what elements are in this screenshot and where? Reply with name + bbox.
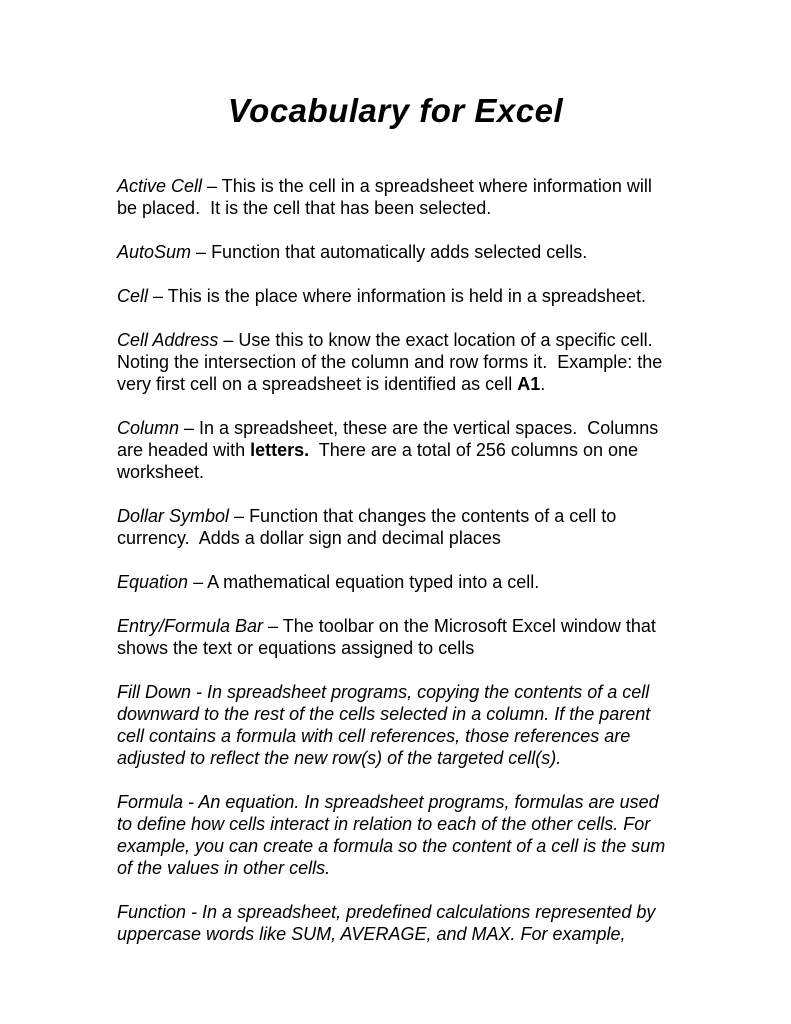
- definition-text: .: [540, 374, 546, 394]
- term-label: Formula: [117, 792, 184, 812]
- definition-active-cell: [117, 175, 673, 219]
- definition-formula: [117, 791, 673, 879]
- term-label: Fill Down: [117, 682, 192, 702]
- term-separator: –: [229, 506, 250, 526]
- definition-text: A mathematical equation typed into a cell.: [207, 572, 540, 592]
- definition-dollar-symbol: [117, 505, 673, 549]
- definition-cell: [117, 285, 673, 307]
- definition-text: An equation. In spreadsheet programs, formulas are used to define how cells interact in relation to each of the other cells. For example, you can create a formula so the content of a cell is the sum of the values in other cells.: [117, 792, 671, 878]
- term-separator: –: [218, 330, 239, 350]
- definition-text: Use this to know the exact location of a specific cell. Noting the intersection of the column and row forms it. Example: the very first cell on a spreadsheet is identified as cell: [117, 330, 668, 394]
- term-separator: -: [191, 682, 208, 702]
- term-label: Cell Address: [117, 330, 219, 350]
- definition-entry-formula-bar: [117, 615, 673, 659]
- term-label: Dollar Symbol: [117, 506, 230, 526]
- definition-text: The toolbar on the Microsoft Excel window that shows the text or equations assigned to cells: [117, 616, 661, 658]
- term-label: Function: [117, 902, 187, 922]
- term-separator: –: [191, 242, 212, 262]
- definition-text: Function that changes the contents of a cell to currency. Adds a dollar sign and decimal places: [117, 506, 622, 548]
- definition-autosum: [117, 241, 673, 263]
- definition-column: [117, 417, 673, 483]
- definition-text: Function that automatically adds selected cells.: [211, 242, 588, 262]
- definition-cell-address: [117, 329, 673, 395]
- page-title: Vocabulary for Excel: [227, 92, 564, 129]
- definition-text: This is the cell in a spreadsheet where information will be placed. It is the cell that has been selected.: [117, 176, 657, 218]
- definition-text-bold: letters.: [250, 440, 310, 460]
- definitions-list: [117, 175, 673, 945]
- term-separator: –: [202, 176, 222, 196]
- term-separator: -: [186, 902, 203, 922]
- term-separator: -: [183, 792, 199, 812]
- term-label: Cell: [117, 286, 149, 306]
- definition-text-bold: A1: [517, 374, 541, 394]
- term-separator: –: [188, 572, 208, 592]
- term-label: Active Cell: [117, 176, 203, 196]
- term-separator: –: [179, 418, 200, 438]
- definition-equation: [117, 571, 673, 593]
- term-label: AutoSum: [117, 242, 192, 262]
- definition-function: [117, 901, 673, 945]
- term-label: Entry/Formula Bar: [117, 616, 264, 636]
- term-separator: –: [148, 286, 168, 306]
- term-label: Equation: [117, 572, 189, 592]
- term-label: Column: [117, 418, 180, 438]
- definition-fill-down: [117, 681, 673, 769]
- definition-text: There are a total of 256 columns on one worksheet.: [117, 440, 644, 482]
- definition-text: This is the place where information is held in a spreadsheet.: [167, 286, 646, 306]
- definition-text: In a spreadsheet, predefined calculations represented by uppercase words like SUM, AVERAGE, and MAX. For example,: [117, 902, 661, 944]
- definition-text: In a spreadsheet, these are the vertical spaces. Columns are headed with: [117, 418, 664, 460]
- definition-text: In spreadsheet programs, copying the contents of a cell downward to the rest of the cells selected in a column. If the parent cell contains a formula with cell references, those references are adjusted to reflect the new row(s) of the targeted cell(s).: [117, 682, 656, 768]
- term-separator: –: [263, 616, 283, 636]
